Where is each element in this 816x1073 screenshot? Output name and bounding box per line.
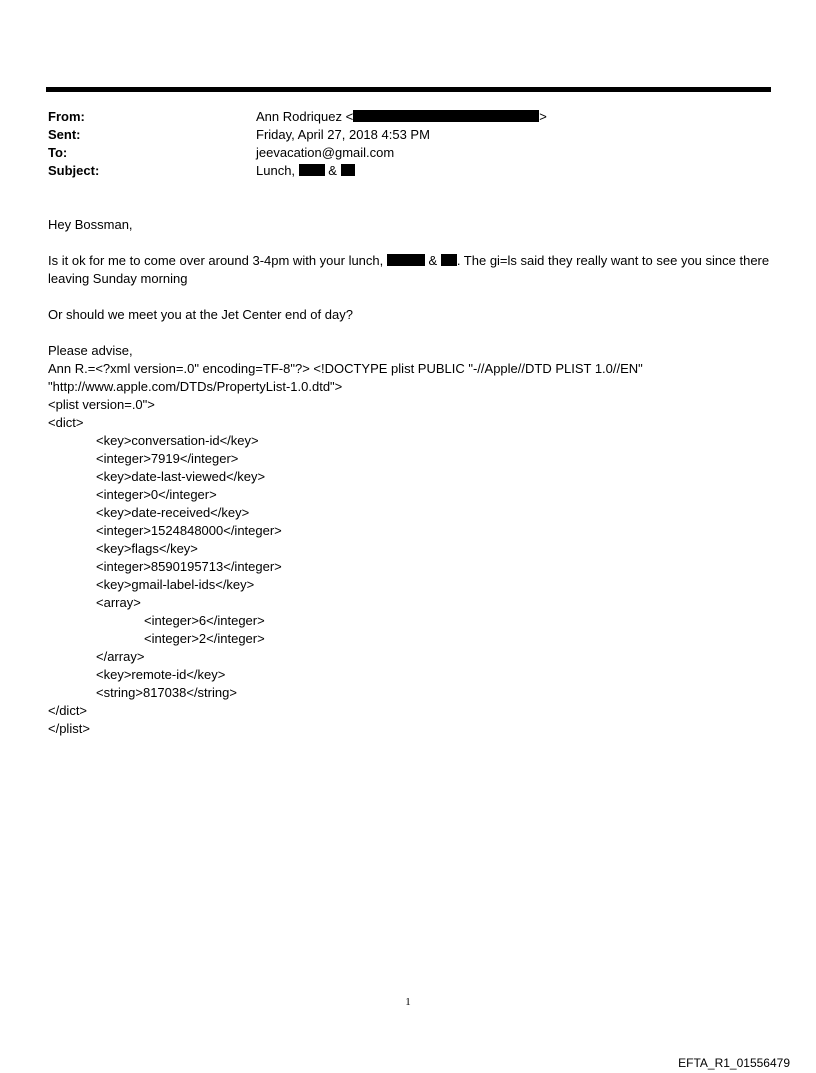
sent-value: Friday, April 27, 2018 4:53 PM (256, 127, 430, 142)
subject-label: Subject: (48, 163, 100, 178)
xml-line: </dict> (48, 703, 88, 718)
header-rule (46, 87, 771, 92)
bates-number: EFTA_R1_01556479 (678, 1056, 790, 1070)
xml-line: <integer>0</integer> (96, 487, 217, 502)
xml-line: <integer>1524848000</integer> (96, 523, 282, 538)
xml-line: </plist> (48, 721, 90, 736)
redaction-bar (299, 164, 325, 176)
redaction-bar (441, 254, 457, 266)
sent-label: Sent: (48, 127, 81, 142)
subject-row (48, 162, 768, 180)
from-value (256, 108, 547, 126)
xml-line: <integer>2</integer> (144, 631, 265, 646)
xml-line: <dict> (48, 415, 84, 430)
sent-row (48, 126, 768, 144)
xml-line: <key>date-received</key> (96, 505, 250, 520)
signoff: Please advise, (48, 343, 133, 358)
subject-prefix: Lunch, (256, 163, 296, 178)
question-paragraph: Or should we meet you at the Jet Center end of day? (48, 307, 353, 322)
to-label: To: (48, 145, 68, 160)
to-row (48, 144, 768, 162)
xml-line: <key>remote-id</key> (96, 667, 226, 682)
redaction-bar (387, 254, 425, 266)
redaction-bar (341, 164, 355, 176)
xml-line: </array> (96, 649, 145, 664)
xml-line: Ann R.=<?xml version=.0" encoding=TF-8"?> <!DOCTYPE plist PUBLIC "-//Apple//DTD PLIST 1.0//EN" (48, 361, 643, 376)
xml-line: <integer>6</integer> (144, 613, 265, 628)
page-number: 1 (405, 996, 411, 1008)
xml-line: <integer>8590195713</integer> (96, 559, 282, 574)
email-body (48, 216, 772, 738)
para1-amp: & (428, 253, 438, 268)
xml-line: <plist version=.0"> (48, 397, 155, 412)
xml-line: <integer>7919</integer> (96, 451, 239, 466)
subject-value (256, 162, 355, 180)
from-close: > (539, 109, 547, 124)
xml-line: <key>flags</key> (96, 541, 198, 556)
xml-line: <key>conversation-id</key> (96, 433, 259, 448)
greeting: Hey Bossman, (48, 217, 133, 232)
from-row (48, 108, 768, 126)
message-paragraph (48, 252, 772, 288)
para1-a: Is it ok for me to come over around 3-4pm with your lunch, (48, 253, 384, 268)
redaction-bar (353, 110, 539, 122)
para1-b: . The gi=ls said they really want to see you since there leaving Sunday morning (48, 253, 770, 286)
to-value: jeevacation@gmail.com (256, 145, 395, 160)
xml-line: "http://www.apple.com/DTDs/PropertyList-1.0.dtd"> (48, 379, 343, 394)
xml-line: <key>gmail-label-ids</key> (96, 577, 255, 592)
xml-block (48, 360, 772, 738)
email-header (48, 108, 768, 180)
xml-line: <key>date-last-viewed</key> (96, 469, 266, 484)
xml-line: <string>817038</string> (96, 685, 237, 700)
from-label: From: (48, 109, 85, 124)
subject-amp: & (328, 163, 337, 178)
from-name: Ann Rodriquez < (256, 109, 354, 124)
xml-line: <array> (96, 595, 141, 610)
